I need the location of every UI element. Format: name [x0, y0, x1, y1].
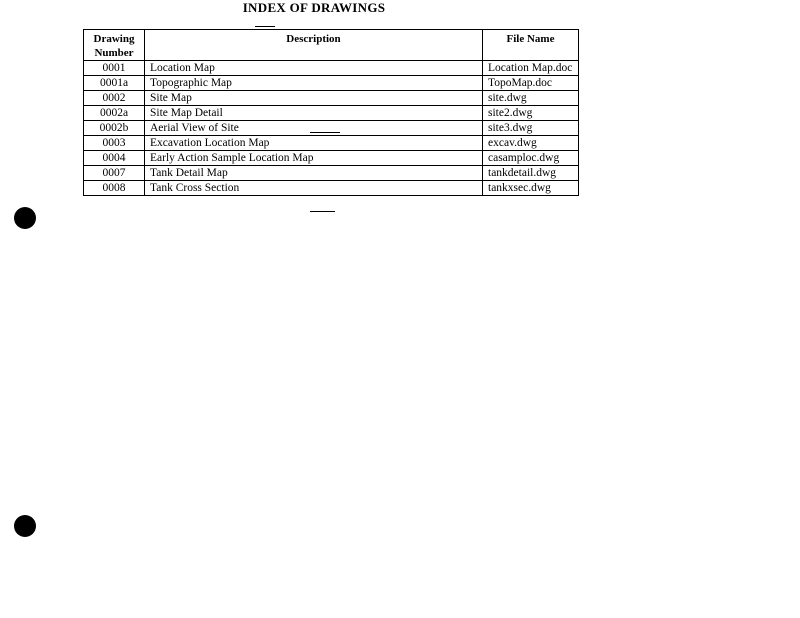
column-header-description: Description — [145, 30, 483, 61]
drawing-number-cell: 0002b — [84, 121, 145, 136]
table-row — [84, 166, 579, 181]
scan-artifact-line — [375, 90, 400, 91]
document-title: INDEX OF DRAWINGS — [242, 0, 386, 15]
description-cell: Topographic Map — [145, 76, 483, 91]
table-row — [84, 121, 579, 136]
file-name-cell: site.dwg — [483, 91, 579, 106]
description-cell: Aerial View of Site — [145, 121, 483, 136]
drawing-number-cell: 0002a — [84, 106, 145, 121]
description-cell: Tank Cross Section — [145, 181, 483, 196]
table-row — [84, 151, 579, 166]
table-row — [84, 106, 579, 121]
file-name-cell: Location Map.doc — [483, 61, 579, 76]
drawing-number-cell: 0001a — [84, 76, 145, 91]
file-name-cell: tankxsec.dwg — [483, 181, 579, 196]
drawing-number-cell: 0008 — [84, 181, 145, 196]
drawing-number-cell: 0002 — [84, 91, 145, 106]
column-header-file-name: File Name — [483, 30, 579, 61]
description-cell: Tank Detail Map — [145, 166, 483, 181]
column-header-drawing-number: Drawing Number — [84, 30, 145, 61]
drawing-number-cell: 0001 — [84, 61, 145, 76]
scan-artifact-line — [255, 26, 275, 27]
file-name-cell: excav.dwg — [483, 136, 579, 151]
drawings-index-table — [83, 29, 579, 196]
drawing-number-cell: 0007 — [84, 166, 145, 181]
file-name-cell: site2.dwg — [483, 106, 579, 121]
file-name-cell: TopoMap.doc — [483, 76, 579, 91]
scan-artifact-line — [310, 132, 340, 133]
description-cell: Site Map Detail — [145, 106, 483, 121]
table-row — [84, 91, 579, 106]
description-cell: Location Map — [145, 61, 483, 76]
table-row — [84, 76, 579, 91]
description-cell: Excavation Location Map — [145, 136, 483, 151]
drawing-number-cell: 0004 — [84, 151, 145, 166]
drawing-number-cell: 0003 — [84, 136, 145, 151]
table-header-row — [84, 30, 579, 61]
scan-artifact-line — [310, 211, 335, 212]
description-cell: Site Map — [145, 91, 483, 106]
table-row — [84, 181, 579, 196]
file-name-cell: tankdetail.dwg — [483, 166, 579, 181]
punch-hole-icon — [14, 207, 36, 229]
description-cell: Early Action Sample Location Map — [145, 151, 483, 166]
table-row — [84, 61, 579, 76]
file-name-cell: site3.dwg — [483, 121, 579, 136]
file-name-cell: casamploc.dwg — [483, 151, 579, 166]
table-row — [84, 136, 579, 151]
punch-hole-icon — [14, 515, 36, 537]
